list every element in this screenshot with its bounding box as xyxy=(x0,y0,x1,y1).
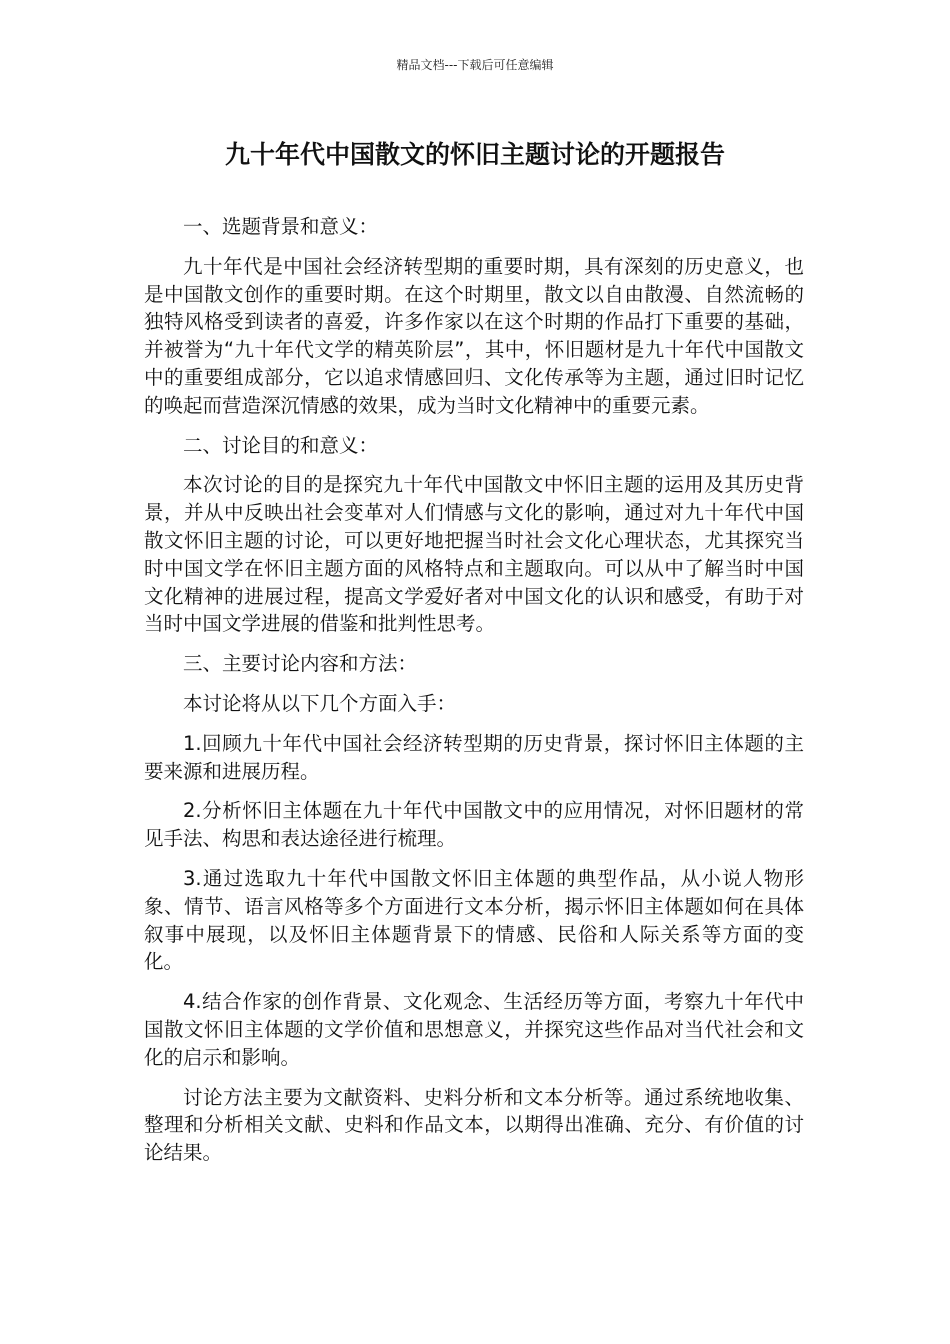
section-heading-content-methods: 三、主要讨论内容和方法： xyxy=(183,652,418,676)
paragraph-methods: 讨论方法主要为文献资料、史料分析和文本分析等。通过系统地收集、整理和分析相关文献、史料和作品文本，以期得出准确、充分、有价值的讨论结果。 xyxy=(144,1085,804,1165)
paragraph-purpose: 本次讨论的目的是探究九十年代中国散文中怀旧主题的运用及其历史背景，并从中反映出社会变革对人们情感与文化的影响，通过对九十年代中国散文怀旧主题的讨论，可以更好地把握当时社会文化心理状态，尤其探究当时中国文学在怀旧主题方面的风格特点和主题取向。可以从中了解当时中国文化精神的进展过程，提高文学爱好者对中国文化的认识和感受，有助于对当时中国文学进展的借鉴和批判性思考。 xyxy=(144,473,804,636)
list-item-3: 3.通过选取九十年代中国散文怀旧主体题的典型作品，从小说人物形象、情节、语言风格等多个方面进行文本分析，揭示怀旧主体题如何在具体叙事中展现，以及怀旧主体题背景下的情感、民俗和人际关系等方面的变化。 xyxy=(144,866,804,974)
section-heading-purpose: 二、讨论目的和意义： xyxy=(183,433,379,457)
paragraph-intro: 本讨论将从以下几个方面入手： xyxy=(183,691,457,715)
list-item-2: 2.分析怀旧主体题在九十年代中国散文中的应用情况，对怀旧题材的常见手法、构思和表达途径进行梳理。 xyxy=(144,799,804,851)
section-heading-background: 一、选题背景和意义： xyxy=(183,215,379,238)
document-title: 九十年代中国散文的怀旧主题讨论的开题报告 xyxy=(224,140,725,169)
page-header: 精品文档---下载后可任意编辑 xyxy=(396,58,554,72)
paragraph-background: 九十年代是中国社会经济转型期的重要时期，具有深刻的历史意义，也是中国散文创作的重要时期。在这个时期里，散文以自由散漫、自然流畅的独特风格受到读者的喜爱，许多作家以在这个时期的作品打下重要的基础，并被誉为“九十年代文学的精英阶层”，其中，怀旧题材是九十年代中国散文中的重要组成部分，它以追求情感回归、文化传承等为主题，通过旧时记忆的唤起而营造深沉情感的效果，成为当时文化精神中的重要元素。 xyxy=(144,254,804,417)
list-item-1: 1.回顾九十年代中国社会经济转型期的历史背景，探讨怀旧主体题的主要来源和进展历程。 xyxy=(144,731,804,783)
document-body xyxy=(144,213,804,1179)
list-item-4: 4.结合作家的创作背景、文化观念、生活经历等方面，考察九十年代中国散文怀旧主体题的文学价值和思想意义，并探究这些作品对当代社会和文化的启示和影响。 xyxy=(144,990,804,1069)
